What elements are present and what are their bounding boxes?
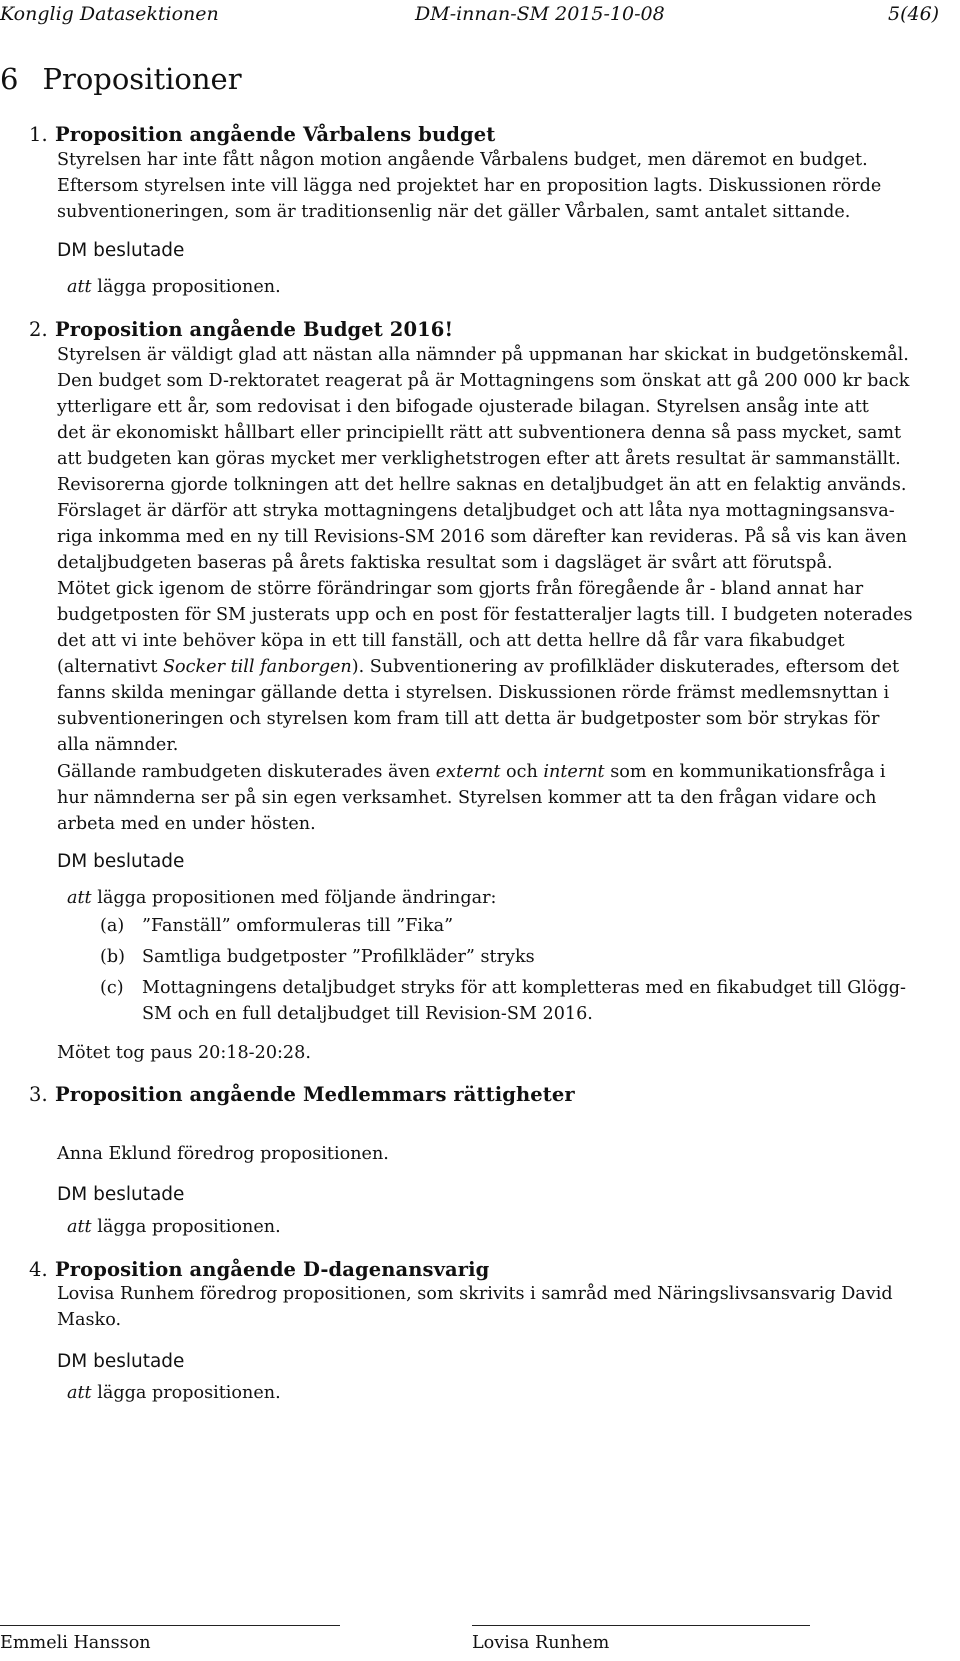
paragraph-line: arbeta med en under hösten. xyxy=(57,814,316,834)
item-2-paragraph-2 xyxy=(57,576,955,758)
amendment-text: ”Fanställ” omformuleras till ”Fika” xyxy=(142,916,454,936)
item-4-paragraph xyxy=(57,1281,955,1333)
item-number: 4. xyxy=(29,1258,48,1281)
paragraph-line: det är ekonomiskt hållbart eller principiellt rätt att subventionera denna så pass mycket, samt xyxy=(57,423,902,443)
paragraph-line: Anna Eklund föredrog propositionen. xyxy=(57,1144,389,1164)
section-title xyxy=(0,62,242,96)
resolution-text: lägga propositionen. xyxy=(97,1383,281,1403)
header-page-number: 5(46) xyxy=(888,3,940,25)
decision-label: DM beslutade xyxy=(57,1184,185,1205)
paragraph-line: Mötet gick igenom de större förändringar som gjorts från föregående år - bland annat har xyxy=(57,579,864,599)
emphasis-text: Socker till fanborgen xyxy=(163,657,352,677)
paragraph-line: fanns skilda meningar gällande detta i styrelsen. Diskussionen rörde främst medlemsnyttan i xyxy=(57,683,890,703)
item-title: Proposition angående Medlemmars rättigheter xyxy=(55,1083,575,1106)
signature-line-left xyxy=(0,1625,340,1626)
header-organization: Konglig Datasektionen xyxy=(0,3,219,25)
item-2-paragraph-3 xyxy=(57,759,955,837)
decision-label: DM beslutade xyxy=(57,240,185,261)
section-title-text: Propositioner xyxy=(42,62,242,96)
paragraph-line: subventioneringen och styrelsen kom fram till att detta är budgetposter som bör strykas för xyxy=(57,709,880,729)
paragraph-line: Lovisa Runhem föredrog propositionen, som skrivits i samråd med Näringslivsansvarig David xyxy=(57,1284,893,1304)
paragraph-line: Styrelsen har inte fått någon motion angående Vårbalens budget, men däremot en budget. xyxy=(57,150,868,170)
paragraph-line: Den budget som D-rektoratet reagerat på är Mottagningens som önskat att gå 200 000 kr back xyxy=(57,371,910,391)
paragraph-line: Förslaget är därför att stryka mottagningens detaljbudget och att låta nya mottagningsansva- xyxy=(57,501,895,521)
paragraph-line: riga inkomma med en ny till Revisions-SM 2016 som därefter kan revideras. På så vis kan även xyxy=(57,527,907,547)
resolution-text: lägga propositionen. xyxy=(97,1217,281,1237)
paragraph-line: hur nämnderna ser på sin egen verksamhet. Styrelsen kommer att ta den frågan vidare och xyxy=(57,788,877,808)
section-number: 6 xyxy=(0,62,19,96)
text-run: och xyxy=(500,762,544,782)
paragraph-line: alla nämnder. xyxy=(57,735,179,755)
item-heading-2 xyxy=(29,318,453,341)
signature-line-right xyxy=(472,1625,810,1626)
item-number: 3. xyxy=(29,1083,48,1106)
amendment-label: (b) xyxy=(100,947,125,967)
signature-name-left: Emmeli Hansson xyxy=(0,1633,151,1653)
item-heading-3 xyxy=(29,1083,575,1106)
paragraph-line xyxy=(57,759,955,785)
paragraph-line: Eftersom styrelsen inte vill lägga ned projektet har en proposition lagts. Diskussionen rörde xyxy=(57,176,882,196)
paragraph-line: budgetposten för SM justerats upp och en post för festatteraljer lagts till. I budgeten noterades xyxy=(57,605,913,625)
decision-label: DM beslutade xyxy=(57,851,185,872)
item-title: Proposition angående D-dagenansvarig xyxy=(55,1258,490,1281)
resolution-att: att xyxy=(67,277,92,297)
resolution xyxy=(67,1217,281,1237)
resolution xyxy=(67,1383,281,1403)
amendment-text-continued: SM och en full detaljbudget till Revision-SM 2016. xyxy=(142,1004,593,1024)
paragraph-line: att budgeten kan göras mycket mer verklighetstrogen efter att årets resultat är sammanställt. xyxy=(57,449,901,469)
paragraph-line: detaljbudgeten baseras på årets faktiska resultat som i dagsläget är svårt att förutspå. xyxy=(57,553,833,573)
amendment-item xyxy=(100,913,453,939)
resolution-att: att xyxy=(67,1383,92,1403)
signature-name-right: Lovisa Runhem xyxy=(472,1633,610,1653)
resolution xyxy=(67,277,281,297)
emphasis-text: externt xyxy=(435,762,501,782)
amendment-item xyxy=(100,975,906,1027)
header-meeting: DM-innan-SM 2015-10-08 xyxy=(415,3,665,25)
text-run: som en kommunikationsfråga i xyxy=(604,762,886,782)
resolution-text: lägga propositionen. xyxy=(97,277,281,297)
resolution-att: att xyxy=(67,1217,92,1237)
item-title: Proposition angående Vårbalens budget xyxy=(55,123,496,146)
break-note: Mötet tog paus 20:18-20:28. xyxy=(57,1043,311,1063)
resolution xyxy=(67,888,496,908)
decision-label: DM beslutade xyxy=(57,1351,185,1372)
paragraph-line: ytterligare ett år, som redovisat i den bifogade ojusterade bilagan. Styrelsen ansåg inte att xyxy=(57,397,869,417)
amendment-text: Samtliga budgetposter ”Profilkläder” stryks xyxy=(142,947,535,967)
text-run: ). Subventionering av profilkläder diskuterades, eftersom det xyxy=(351,657,900,677)
amendment-label: (a) xyxy=(100,916,125,936)
item-heading-1 xyxy=(29,123,495,146)
paragraph-line: Masko. xyxy=(57,1310,122,1330)
item-3-paragraph xyxy=(57,1141,955,1167)
item-title: Proposition angående Budget 2016! xyxy=(55,318,454,341)
paragraph-line: Revisorerna gjorde tolkningen att det hellre saknas en detaljbudget än att en felaktig används. xyxy=(57,475,907,495)
item-2-paragraph-1 xyxy=(57,342,955,576)
item-number: 1. xyxy=(29,123,48,146)
paragraph-line: det att vi inte behöver köpa in ett till fanställ, och att detta hellre då får vara fikabudget xyxy=(57,631,845,651)
resolution-att: att xyxy=(67,888,92,908)
amendment-item xyxy=(100,944,535,970)
paragraph-line: Styrelsen är väldigt glad att nästan alla nämnder på uppmanan har skickat in budgetönskemål. xyxy=(57,345,909,365)
text-run: (alternativt xyxy=(57,657,163,677)
item-heading-4 xyxy=(29,1258,489,1281)
paragraph-line: subventioneringen, som är traditionsenlig när det gäller Vårbalen, samt antalet sittande. xyxy=(57,202,851,222)
amendment-text: Mottagningens detaljbudget stryks för att kompletteras med en fikabudget till Glögg- xyxy=(142,978,906,998)
emphasis-text: internt xyxy=(543,762,605,782)
amendment-label: (c) xyxy=(100,978,124,998)
resolution-text: lägga propositionen med följande ändringar: xyxy=(97,888,497,908)
paragraph-line xyxy=(57,654,955,680)
item-number: 2. xyxy=(29,318,48,341)
item-1-paragraph xyxy=(57,147,955,225)
text-run: Gällande rambudgeten diskuterades även xyxy=(57,762,436,782)
